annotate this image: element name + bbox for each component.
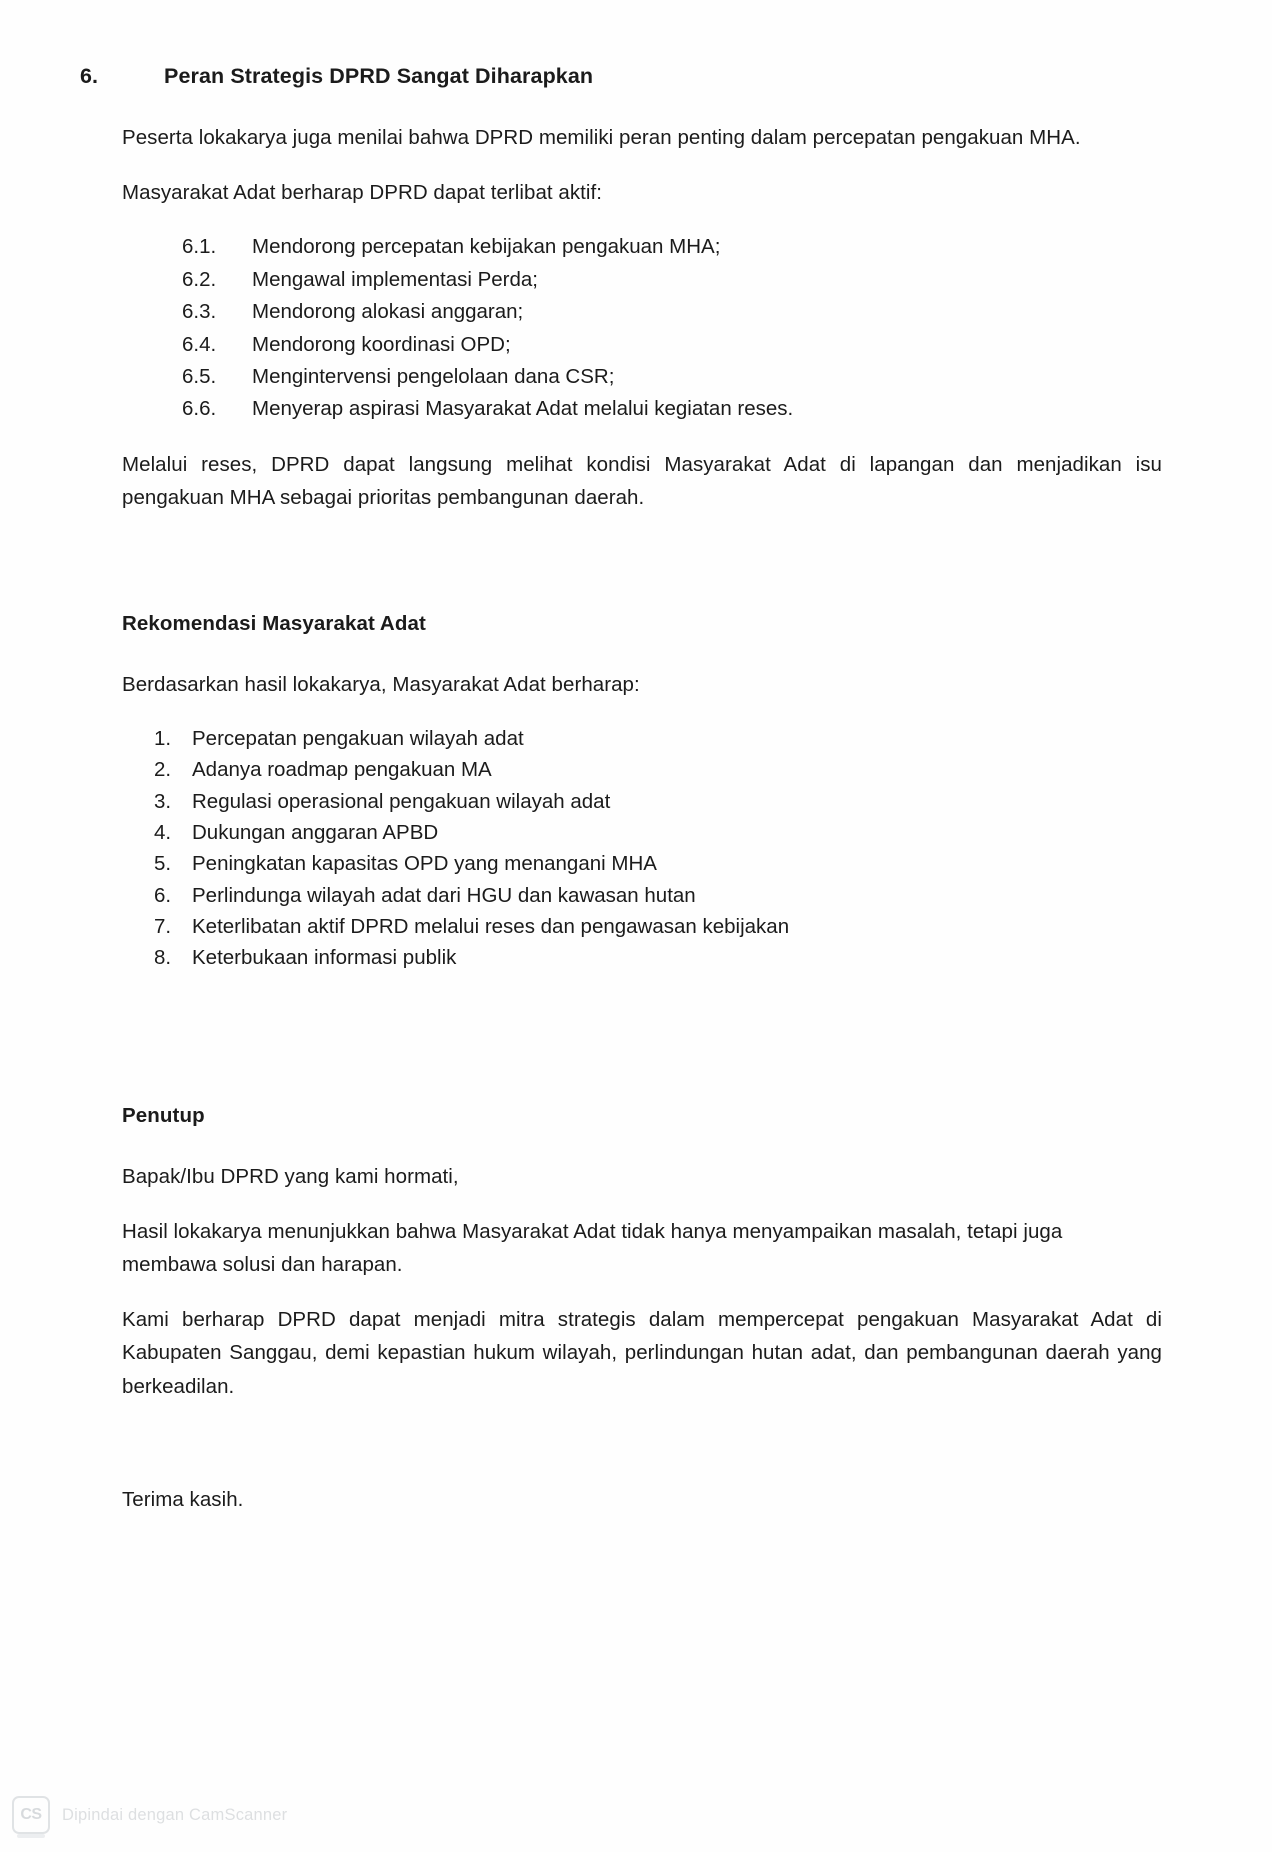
list-item-label: 3. bbox=[154, 789, 172, 813]
closing-paragraph-2: Kami berharap DPRD dapat menjadi mitra strategis dalam mempercepat pengakuan Masyarakat Adat di Kabupaten Sanggau, demi kepastian hukum wilayah, perlindungan hutan adat, dan pembangunan daerah yang berkeadilan. bbox=[122, 1308, 1162, 1398]
document-content bbox=[80, 62, 1162, 1516]
spacer bbox=[122, 1403, 1162, 1461]
list-item-label: 1. bbox=[154, 726, 172, 750]
list-item bbox=[122, 942, 1162, 973]
list-item bbox=[122, 296, 1162, 328]
camscanner-label: Dipindai dengan CamScanner bbox=[62, 1805, 288, 1824]
section-heading bbox=[80, 62, 1162, 91]
list-item-label: 6.1. bbox=[182, 235, 217, 259]
list-item-text: Percepatan pengakuan wilayah adat bbox=[192, 726, 524, 750]
list-item-text: Perlindunga wilayah adat dari HGU dan kawasan hutan bbox=[192, 883, 696, 907]
recommendations-heading: Rekomendasi Masyarakat Adat bbox=[122, 612, 426, 636]
list-item-text: Mendorong koordinasi OPD; bbox=[252, 332, 511, 356]
spacer bbox=[122, 154, 1162, 176]
recommendations-lead-in: Berdasarkan hasil lokakarya, Masyarakat Adat berharap: bbox=[122, 672, 640, 696]
list-item-label: 6.3. bbox=[182, 300, 217, 324]
list-item-label: 6.6. bbox=[182, 397, 217, 421]
spacer bbox=[122, 638, 1162, 668]
list-item-text: Regulasi operasional pengakuan wilayah adat bbox=[192, 789, 611, 813]
camscanner-logo-icon: CS bbox=[12, 1796, 50, 1834]
list-item-text: Keterbukaan informasi publik bbox=[192, 946, 457, 970]
list-item bbox=[122, 880, 1162, 911]
list-item-label: 6.2. bbox=[182, 267, 217, 291]
spacer bbox=[122, 1130, 1162, 1160]
list-item bbox=[122, 231, 1162, 263]
list-item-label: 6.4. bbox=[182, 332, 217, 356]
spacer bbox=[122, 91, 1162, 121]
closing-salutation: Bapak/Ibu DPRD yang kami hormati, bbox=[122, 1164, 459, 1188]
spacer bbox=[122, 209, 1162, 231]
list-item-text: Keterlibatan aktif DPRD melalui reses dan pengawasan kebijakan bbox=[192, 915, 790, 939]
list-item bbox=[122, 786, 1162, 817]
spacer bbox=[122, 1281, 1162, 1303]
list-item-label: 6.5. bbox=[182, 364, 217, 388]
section-number: 6. bbox=[80, 64, 99, 88]
list-item-label: 2. bbox=[154, 758, 172, 782]
list-item-label: 8. bbox=[154, 946, 172, 970]
list-item-text: Adanya roadmap pengakuan MA bbox=[192, 758, 492, 782]
section-lead-in: Masyarakat Adat berharap DPRD dapat terlibat aktif: bbox=[122, 181, 602, 205]
list-item bbox=[122, 848, 1162, 879]
list-item-text: Mendorong alokasi anggaran; bbox=[252, 300, 524, 324]
list-item-label: 7. bbox=[154, 915, 172, 939]
section-intro-paragraph: Peserta lokakarya juga menilai bahwa DPRD memiliki peran penting dalam percepatan pengakuan MHA. bbox=[122, 126, 1081, 150]
list-item bbox=[122, 264, 1162, 296]
list-item-text: Dukungan anggaran APBD bbox=[192, 821, 439, 845]
recommendations-list bbox=[122, 723, 1162, 974]
spacer bbox=[122, 514, 1162, 610]
spacer bbox=[122, 974, 1162, 1102]
closing-heading: Penutup bbox=[122, 1103, 205, 1127]
list-item bbox=[122, 911, 1162, 942]
section-sub-list bbox=[122, 231, 1162, 425]
list-item-text: Menyerap aspirasi Masyarakat Adat melalui kegiatan reses. bbox=[252, 397, 794, 421]
list-item bbox=[122, 723, 1162, 754]
section-closing-paragraph: Melalui reses, DPRD dapat langsung melihat kondisi Masyarakat Adat di lapangan dan menjadikan isu pengakuan MHA sebagai prioritas pembangunan daerah. bbox=[122, 452, 1162, 509]
list-item-text: Peningkatan kapasitas OPD yang menangani MHA bbox=[192, 852, 657, 876]
closing-thanks: Terima kasih. bbox=[122, 1487, 244, 1511]
list-item bbox=[122, 393, 1162, 425]
section-title: Peran Strategis DPRD Sangat Diharapkan bbox=[164, 64, 594, 88]
list-item-text: Mendorong percepatan kebijakan pengakuan MHA; bbox=[252, 235, 721, 259]
list-item bbox=[122, 361, 1162, 393]
list-item-text: Mengawal implementasi Perda; bbox=[252, 267, 538, 291]
list-item-text: Mengintervensi pengelolaan dana CSR; bbox=[252, 364, 615, 388]
spacer bbox=[122, 701, 1162, 723]
spacer bbox=[122, 1461, 1162, 1483]
closing-paragraph-1: Hasil lokakarya menunjukkan bahwa Masyarakat Adat tidak hanya menyampaikan masalah, tetapi juga membawa solusi dan harapan. bbox=[122, 1219, 1063, 1276]
list-item-label: 4. bbox=[154, 821, 172, 845]
list-item bbox=[122, 754, 1162, 785]
list-item bbox=[122, 817, 1162, 848]
list-item-label: 6. bbox=[154, 883, 172, 907]
spacer bbox=[122, 426, 1162, 448]
camscanner-watermark bbox=[12, 1796, 287, 1834]
spacer bbox=[122, 1193, 1162, 1215]
list-item-label: 5. bbox=[154, 852, 172, 876]
list-item bbox=[122, 329, 1162, 361]
